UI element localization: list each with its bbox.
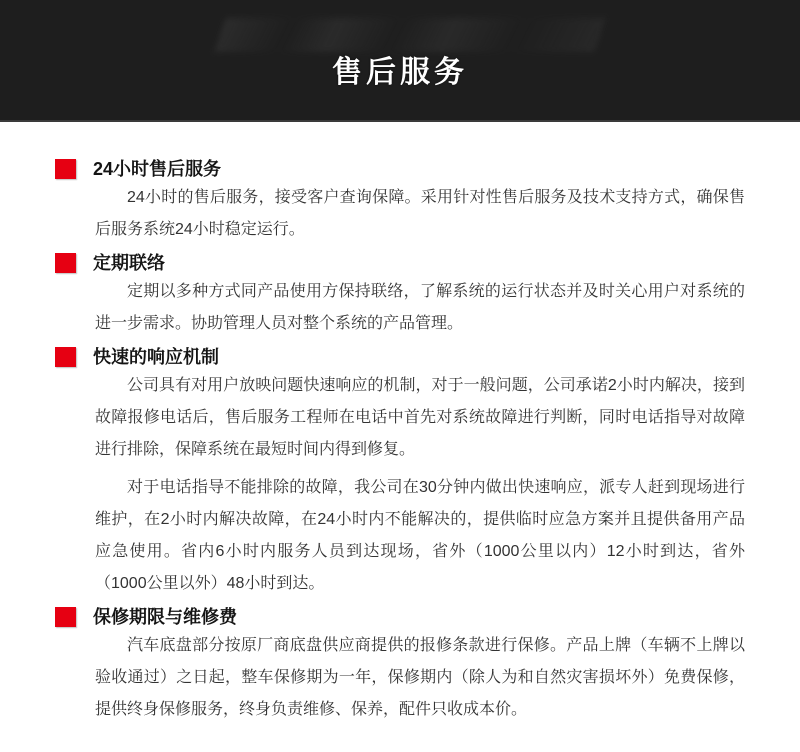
section-header: [55, 252, 745, 274]
red-square-bullet-icon: [55, 253, 76, 273]
section-header: [55, 606, 745, 628]
section-paragraph: 定期以多种方式同产品使用方保持联络，了解系统的运行状态并及时关心用户对系统的进一步需求。协助管理人员对整个系统的产品管理。: [95, 283, 745, 332]
red-square-bullet-icon: [55, 347, 76, 367]
section-title: 24小时售后服务: [93, 159, 222, 179]
banner: [0, 0, 800, 122]
section-header: [55, 158, 745, 180]
section-paragraph: 对于电话指导不能排除的故障，我公司在30分钟内做出快速响应，派专人赶到现场进行维护，在2小时内解决故障，在24小时内不能解决的，提供临时应急方案并且提供备用产品应急使用。省内6小时内服务人员到达现场，省外（1000公里以内）12小时到达，省外（1000公里以外）48小时到达。: [95, 479, 745, 592]
section-paragraphs: [55, 276, 745, 340]
section-paragraphs: [55, 630, 745, 726]
red-square-bullet-icon: [55, 607, 76, 627]
section-paragraph: 24小时的售后服务，接受客户查询保障。采用针对性售后服务及技术支持方式，确保售后服务系统24小时稳定运行。: [95, 189, 745, 238]
section-title: 快速的响应机制: [93, 347, 219, 367]
section-header: [55, 346, 745, 368]
sections-container: [0, 122, 800, 752]
section-paragraphs: [55, 182, 745, 246]
red-square-bullet-icon: [55, 159, 76, 179]
page-title: 售后服务: [332, 56, 468, 89]
section-paragraphs: [55, 370, 745, 600]
section-paragraph: 汽车底盘部分按原厂商底盘供应商提供的报修条款进行保修。产品上牌（车辆不上牌以验收通过）之日起，整车保修期为一年，保修期内（除人为和自然灾害损坏外）免费保修，提供终身保修服务，终身负责维修、保养，配件只收成本价。: [95, 637, 745, 718]
service-section: [55, 158, 745, 246]
service-section: [55, 606, 745, 726]
watermark: [214, 18, 605, 52]
service-section: [55, 346, 745, 600]
section-title: 保修期限与维修费: [93, 607, 237, 627]
section-title: 定期联络: [93, 253, 165, 273]
service-section: [55, 252, 745, 340]
section-paragraph: 公司具有对用户放映问题快速响应的机制，对于一般问题，公司承诺2小时内解决，接到故障报修电话后，售后服务工程师在电话中首先对系统故障进行判断，同时电话指导对故障进行排除，保障系统在最短时间内得到修复。: [95, 377, 745, 458]
